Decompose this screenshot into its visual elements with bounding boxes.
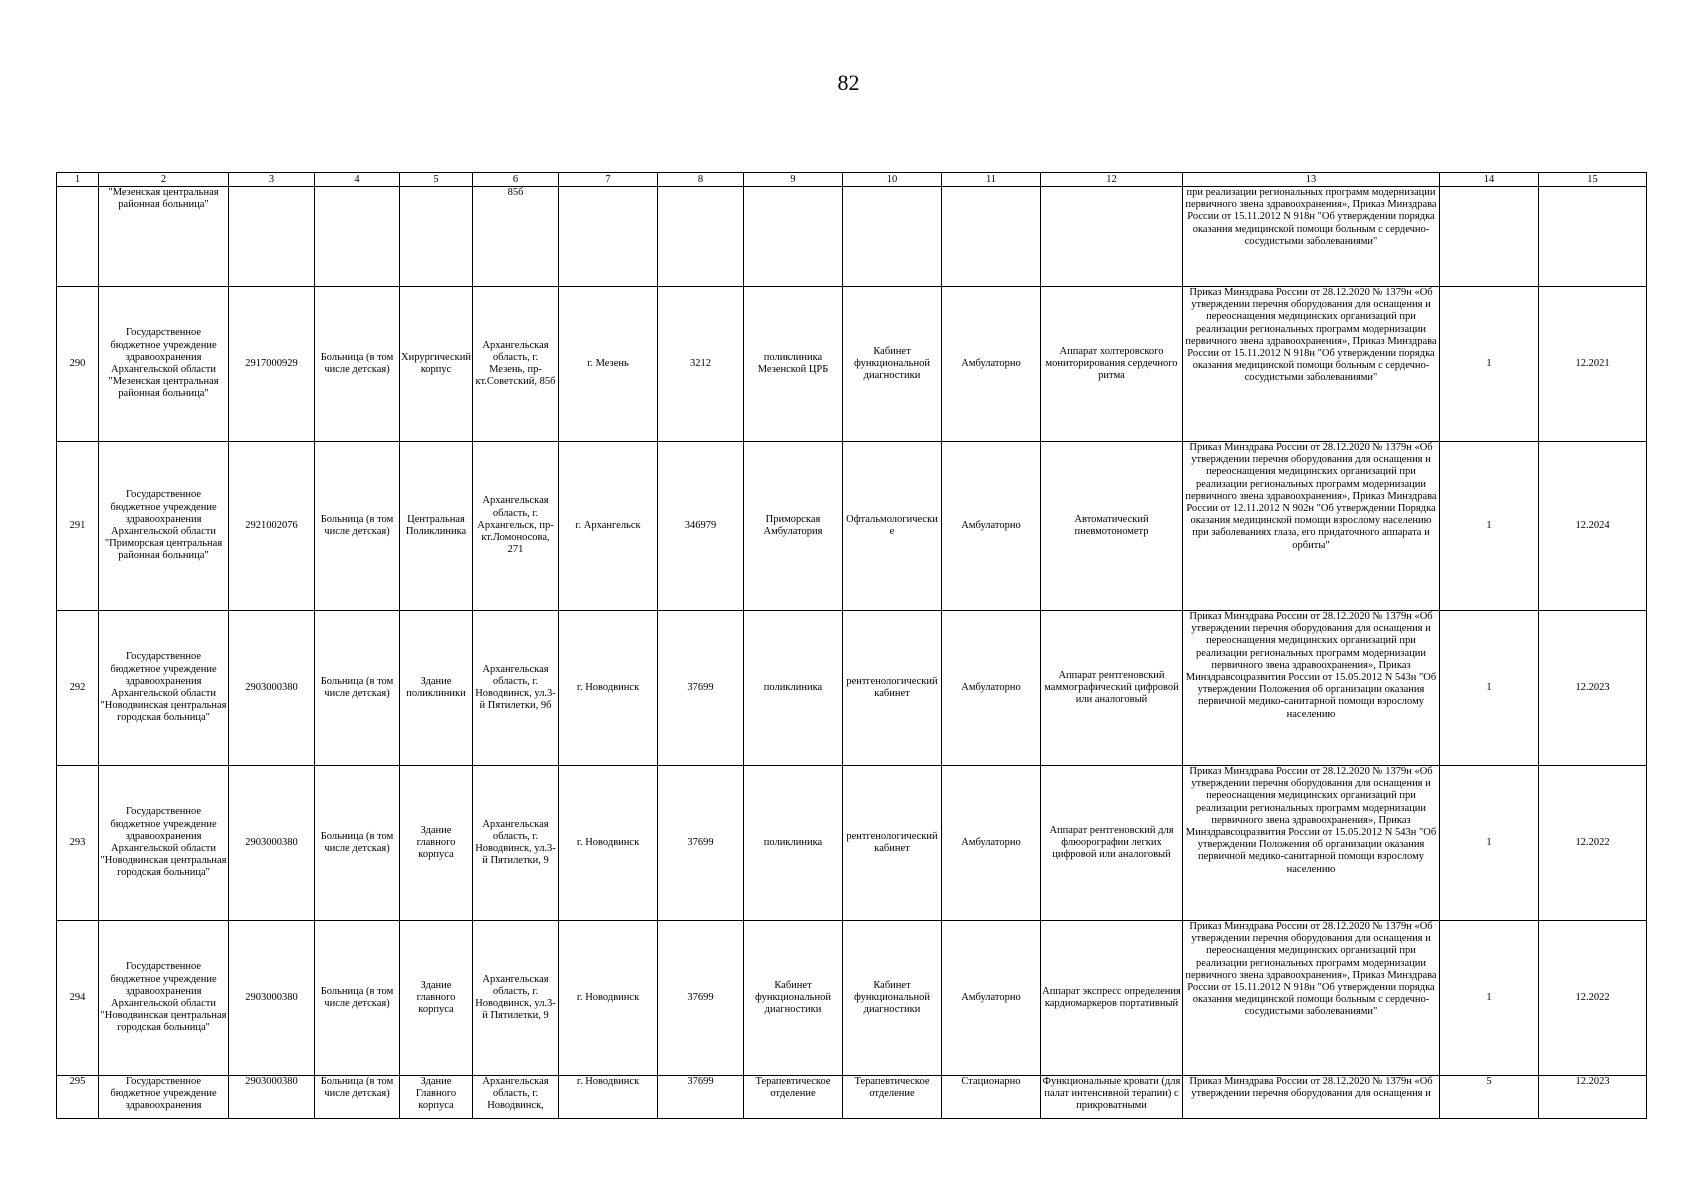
page-number: 82 [837, 70, 860, 95]
row-number: 295 [57, 1076, 99, 1119]
column-header: 5 [400, 173, 473, 187]
equipment: Аппарат рентгеновский маммографический цифровой или аналоговый [1041, 611, 1183, 766]
facility-type: Больница (в том числе детская) [315, 1076, 400, 1119]
unit: Кабинет функциональной диагностики [744, 921, 843, 1076]
city: г. Новодвинск [559, 611, 658, 766]
inn: 2903000380 [229, 1076, 315, 1119]
department: Кабинет функциональной диагностики [843, 921, 942, 1076]
date: 12.2022 [1539, 766, 1647, 921]
facility-type: Больница (в том числе детская) [315, 442, 400, 611]
unit: поликлиника [744, 611, 843, 766]
population: 346979 [658, 442, 744, 611]
quantity: 1 [1440, 611, 1539, 766]
legal-basis: Приказ Минздрава России от 28.12.2020 № 1379н «Об утверждении перечня оборудования для оснащения и [1183, 1076, 1440, 1119]
facility-type: Больница (в том числе детская) [315, 287, 400, 442]
row-number: 291 [57, 442, 99, 611]
row-number [57, 187, 99, 287]
department: рентгенологический кабинет [843, 611, 942, 766]
inn: 2921002076 [229, 442, 315, 611]
legal-basis: Приказ Минздрава России от 28.12.2020 № 1379н «Об утверждении перечня оборудования для оснащения и переоснащения медицинских организаций при реализации региональных программ модернизации первичного звена здравоохранения», Приказ Минздрава России от 15.11.2012 N 918н "Об утверждении порядка оказания медицинской помощи больным с сердечно-сосудистыми заболеваниями" [1183, 921, 1440, 1076]
column-header: 2 [99, 173, 229, 187]
care-mode: Амбулаторно [942, 766, 1041, 921]
quantity: 5 [1440, 1076, 1539, 1119]
legal-basis: Приказ Минздрава России от 28.12.2020 № 1379н «Об утверждении перечня оборудования для оснащения и переоснащения медицинских организаций при реализации региональных программ модернизации первичного звена здравоохранения», Приказ Минздрава России от 15.11.2012 N 918н "Об утверждении порядка оказания медицинской помощи больным с сердечно-сосудистыми заболеваниями" [1183, 287, 1440, 442]
organization-name: Государственное бюджетное учреждение здравоохранения Архангельской области "Мезенская центральная районная больница" [99, 287, 229, 442]
date: 12.2023 [1539, 1076, 1647, 1119]
column-header: 9 [744, 173, 843, 187]
column-header: 4 [315, 173, 400, 187]
inn: 2903000380 [229, 766, 315, 921]
city: г. Новодвинск [559, 766, 658, 921]
population: 3212 [658, 287, 744, 442]
population: 37699 [658, 1076, 744, 1119]
care-mode: Амбулаторно [942, 611, 1041, 766]
inn: 2917000929 [229, 287, 315, 442]
table-row [57, 187, 1647, 287]
organization-name: "Мезенская центральная районная больница" [99, 187, 229, 287]
city: г. Новодвинск [559, 921, 658, 1076]
care-mode: Стационарно [942, 1076, 1041, 1119]
care-mode [942, 187, 1041, 287]
table-row [57, 611, 1647, 766]
address: Архангельская область, г. Новодвинск, [473, 1076, 559, 1119]
building: Здание поликлиники [400, 611, 473, 766]
date: 12.2021 [1539, 287, 1647, 442]
facility-type: Больница (в том числе детская) [315, 611, 400, 766]
population [658, 187, 744, 287]
table-row [57, 287, 1647, 442]
building [400, 187, 473, 287]
date: 12.2022 [1539, 921, 1647, 1076]
column-header: 14 [1440, 173, 1539, 187]
city: г. Новодвинск [559, 1076, 658, 1119]
organization-name: Государственное бюджетное учреждение здравоохранения Архангельской области "Новодвинская центральная городская больница" [99, 611, 229, 766]
facility-type: Больница (в том числе детская) [315, 766, 400, 921]
organization-name: Государственное бюджетное учреждение здравоохранения [99, 1076, 229, 1119]
organization-name: Государственное бюджетное учреждение здравоохранения Архангельской области "Приморская центральная районная больница" [99, 442, 229, 611]
column-header: 7 [559, 173, 658, 187]
quantity [1440, 187, 1539, 287]
row-number: 293 [57, 766, 99, 921]
column-header: 11 [942, 173, 1041, 187]
column-header: 3 [229, 173, 315, 187]
population: 37699 [658, 921, 744, 1076]
date [1539, 187, 1647, 287]
row-number: 294 [57, 921, 99, 1076]
inn: 2903000380 [229, 921, 315, 1076]
address: Архангельская область, г. Новодвинск, ул.3-й Пятилетки, 9б [473, 611, 559, 766]
legal-basis: Приказ Минздрава России от 28.12.2020 № 1379н «Об утверждении перечня оборудования для оснащения и переоснащения медицинских организаций при реализации региональных программ модернизации первичного звена здравоохранения», Приказ Минздравсоцразвития России от 15.05.2012 N 543н "Об утверждении Положения об организации оказания первичной медико-санитарной помощи взрослому населению [1183, 611, 1440, 766]
organization-name: Государственное бюджетное учреждение здравоохранения Архангельской области "Новодвинская центральная городская больница" [99, 766, 229, 921]
legal-basis: Приказ Минздрава России от 28.12.2020 № 1379н «Об утверждении перечня оборудования для оснащения и переоснащения медицинских организаций при реализации региональных программ модернизации первичного звена здравоохранения», Приказ Минздравсоцразвития России от 15.05.2012 N 543н "Об утверждении Положения об организации оказания первичной медико-санитарной помощи взрослому населению [1183, 766, 1440, 921]
equipment: Функциональные кровати (для палат интенсивной терапии) с прикроватными [1041, 1076, 1183, 1119]
column-header: 12 [1041, 173, 1183, 187]
population: 37699 [658, 611, 744, 766]
care-mode: Амбулаторно [942, 921, 1041, 1076]
address: Архангельская область, г. Новодвинск, ул.3-й Пятилетки, 9 [473, 921, 559, 1076]
table-row [57, 921, 1647, 1076]
inn: 2903000380 [229, 611, 315, 766]
building: Хирургический корпус [400, 287, 473, 442]
building: Здание главного корпуса [400, 766, 473, 921]
equipment-table [56, 172, 1647, 1119]
column-header: 8 [658, 173, 744, 187]
department [843, 187, 942, 287]
department: Терапевтическое отделение [843, 1076, 942, 1119]
column-header: 13 [1183, 173, 1440, 187]
unit: поликлиника Мезенской ЦРБ [744, 287, 843, 442]
organization-name: Государственное бюджетное учреждение здравоохранения Архангельской области "Новодвинская центральная городская больница" [99, 921, 229, 1076]
department: Кабинет функциональной диагностики [843, 287, 942, 442]
equipment [1041, 187, 1183, 287]
quantity: 1 [1440, 921, 1539, 1076]
unit: поликлиника [744, 766, 843, 921]
facility-type: Больница (в том числе детская) [315, 921, 400, 1076]
table-row [57, 766, 1647, 921]
row-number: 292 [57, 611, 99, 766]
equipment: Аппарат холтеровского мониторирования сердечного ритма [1041, 287, 1183, 442]
address: Архангельская область, г. Архангельск, пр-кт.Ломоносова, 271 [473, 442, 559, 611]
facility-type [315, 187, 400, 287]
address: Архангельская область, г. Мезень, пр-кт.Советский, 85б [473, 287, 559, 442]
column-header: 10 [843, 173, 942, 187]
quantity: 1 [1440, 766, 1539, 921]
quantity: 1 [1440, 287, 1539, 442]
building: Центральная Поликлиника [400, 442, 473, 611]
department: рентгенологический кабинет [843, 766, 942, 921]
building: Здание Главного корпуса [400, 1076, 473, 1119]
row-number: 290 [57, 287, 99, 442]
inn [229, 187, 315, 287]
column-header: 6 [473, 173, 559, 187]
address: 85б [473, 187, 559, 287]
legal-basis: при реализации региональных программ модернизации первичного звена здравоохранения», Приказ Минздрава России от 15.11.2012 N 918н "Об утверждении порядка оказания медицинской помощи больным с сердечно-сосудистыми заболеваниями" [1183, 187, 1440, 287]
building: Здание главного корпуса [400, 921, 473, 1076]
date: 12.2024 [1539, 442, 1647, 611]
column-header: 1 [57, 173, 99, 187]
table-row [57, 1076, 1647, 1119]
header-row [57, 173, 1647, 187]
city [559, 187, 658, 287]
unit: Терапевтическое отделение [744, 1076, 843, 1119]
equipment: Аппарат экспресс определения кардиомаркеров портативный [1041, 921, 1183, 1076]
date: 12.2023 [1539, 611, 1647, 766]
care-mode: Амбулаторно [942, 442, 1041, 611]
care-mode: Амбулаторно [942, 287, 1041, 442]
unit: Приморская Амбулатория [744, 442, 843, 611]
city: г. Архангельск [559, 442, 658, 611]
legal-basis: Приказ Минздрава России от 28.12.2020 № 1379н «Об утверждении перечня оборудования для оснащения и переоснащения медицинских организаций при реализации региональных программ модернизации первичного звена здравоохранения», Приказ Минздрава России от 12.11.2012 N 902н "Об утверждении Порядка оказания медицинской помощи взрослому населению при заболеваниях глаза, его придаточного аппарата и орбиты" [1183, 442, 1440, 611]
city: г. Мезень [559, 287, 658, 442]
population: 37699 [658, 766, 744, 921]
equipment: Аппарат рентгеновский для флюорографии легких цифровой или аналоговый [1041, 766, 1183, 921]
table-row [57, 442, 1647, 611]
equipment: Автоматический пневмотонометр [1041, 442, 1183, 611]
column-header: 15 [1539, 173, 1647, 187]
department: Офтальмологические [843, 442, 942, 611]
unit [744, 187, 843, 287]
address: Архангельская область, г. Новодвинск, ул.3-й Пятилетки, 9 [473, 766, 559, 921]
quantity: 1 [1440, 442, 1539, 611]
